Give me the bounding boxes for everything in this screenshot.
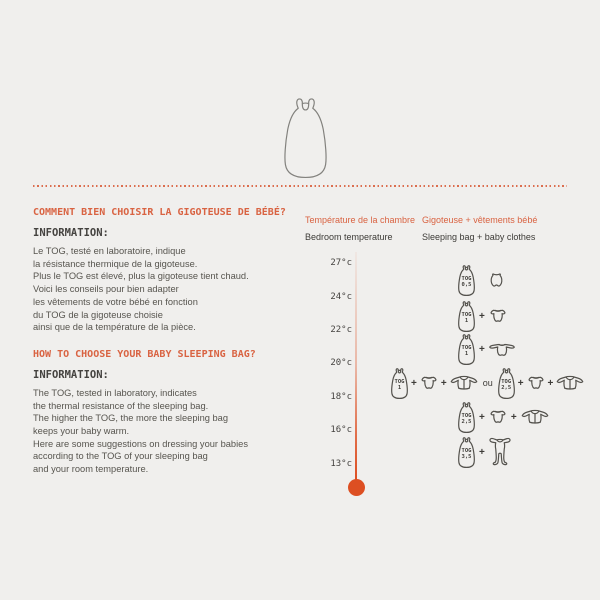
text-line: keeps your baby warm.	[33, 426, 130, 437]
tog-value: 2,5	[461, 419, 472, 425]
tog-label: TOG	[394, 378, 405, 385]
text-line: Le TOG, testé en laboratoire, indique	[33, 246, 186, 256]
plus-sign: +	[547, 377, 554, 389]
temp-label-18: 18°c	[330, 392, 352, 402]
plus-sign: +	[479, 411, 485, 423]
tog-label: TOG	[461, 447, 472, 454]
outfit-row-24c	[458, 300, 507, 332]
tog-value: 1	[464, 351, 469, 357]
english-info-block	[33, 348, 323, 476]
shortsleeve-bodysuit-icon	[489, 409, 507, 425]
thermometer-line	[355, 252, 357, 480]
pyjama-top-icon	[556, 375, 584, 391]
outfit-row-20c-18c	[391, 367, 584, 399]
outfit-column-header-fr: Gigoteuse + vêtements bébé	[422, 215, 538, 225]
temp-label-27: 27°c	[330, 258, 352, 268]
plus-sign: +	[479, 343, 485, 355]
tog-label: TOG	[461, 275, 472, 282]
or-label: ou	[482, 378, 493, 388]
text-line: The higher the TOG, the more the sleeping bag	[33, 413, 229, 424]
outfit-row-13c	[458, 436, 511, 468]
tog-label: TOG	[461, 344, 472, 351]
plus-sign: +	[411, 377, 417, 389]
info-text-fr	[33, 245, 323, 334]
dotted-divider	[33, 185, 567, 187]
shortsleeve-bodysuit-icon	[420, 375, 438, 391]
tog-value: 2,5	[501, 385, 512, 391]
temp-label-22: 22°c	[330, 325, 352, 335]
outfit-row-16c	[458, 401, 549, 433]
info-label-fr: INFORMATION:	[33, 227, 109, 239]
text-line: the thermal resistance of the sleeping bag.	[33, 400, 209, 411]
temperature-column-header-en: Bedroom temperature	[305, 232, 393, 242]
title-en: HOW TO CHOOSE YOUR BABY SLEEPING BAG?	[33, 348, 256, 360]
sleeping-bag-tog-icon	[458, 334, 475, 365]
sleeping-bag-tog-icon	[458, 437, 475, 468]
text-line: du TOG de la gigoteuse choisie	[33, 309, 163, 320]
pyjama-top-icon	[450, 375, 478, 391]
temperature-column-header-fr: Température de la chambre	[305, 215, 416, 225]
title-fr: COMMENT BIEN CHOISIR LA GIGOTEUSE DE BÉBÉ?	[33, 207, 286, 218]
sleeping-bag-tog-icon	[391, 368, 408, 399]
outfit-column-header-en: Sleeping bag + baby clothes	[422, 232, 536, 242]
text-line: Here are some suggestions on dressing your babies	[33, 438, 248, 449]
tog-label: TOG	[501, 378, 512, 385]
plus-sign: +	[440, 377, 447, 389]
sleeping-bag-illustration	[283, 96, 328, 180]
text-line: les vêtements de votre bébé en fonction	[33, 296, 198, 307]
temp-label-16: 16°c	[330, 425, 352, 435]
longsleeve-bodysuit-icon	[489, 342, 515, 357]
info-text-en	[33, 387, 323, 476]
tog-value: 1	[464, 318, 469, 324]
text-line: la résistance thermique de la gigoteuse.	[33, 258, 198, 269]
outfit-row-22c	[458, 333, 515, 365]
sleeveless-bodysuit-icon	[489, 273, 504, 288]
plus-sign: +	[479, 446, 485, 458]
plus-sign: +	[517, 377, 524, 389]
text-line: according to the TOG of your sleeping bag	[33, 451, 208, 462]
plus-sign: +	[510, 411, 517, 423]
thermometer-bulb	[348, 479, 365, 496]
text-line: The TOG, tested in laboratory, indicates	[33, 387, 197, 398]
info-label-en: INFORMATION:	[33, 368, 109, 381]
tog-value: 1	[397, 385, 402, 391]
text-line: Plus le TOG est élevé, plus la gigoteuse tient chaud.	[33, 271, 249, 282]
text-line: and your room temperature.	[33, 464, 149, 475]
tog-value: 3,5	[461, 454, 472, 460]
sleeping-bag-icon	[283, 96, 328, 180]
tog-value: 0,5	[461, 282, 472, 288]
tog-label: TOG	[461, 311, 472, 318]
temp-label-24: 24°c	[330, 292, 352, 302]
sleeping-bag-tog-icon	[498, 368, 515, 399]
sleeping-bag-tog-icon	[458, 265, 475, 296]
text-line: ainsi que de la température de la pièce.	[33, 322, 196, 333]
shortsleeve-bodysuit-icon	[489, 308, 507, 324]
french-info-block	[33, 206, 323, 334]
temp-label-13: 13°c	[330, 459, 352, 469]
sleeping-bag-tog-icon	[458, 301, 475, 332]
footed-sleepsuit-icon	[489, 437, 511, 467]
outfit-row-27c	[458, 264, 504, 296]
tog-label: TOG	[461, 412, 472, 419]
sleeping-bag-tog-icon	[458, 402, 475, 433]
shortsleeve-bodysuit-icon	[527, 375, 545, 391]
text-line: Voici les conseils pour bien adapter	[33, 284, 179, 295]
pyjama-top-icon	[521, 409, 549, 425]
info-column	[33, 206, 323, 476]
plus-sign: +	[479, 310, 485, 322]
temp-label-20: 20°c	[330, 358, 352, 368]
